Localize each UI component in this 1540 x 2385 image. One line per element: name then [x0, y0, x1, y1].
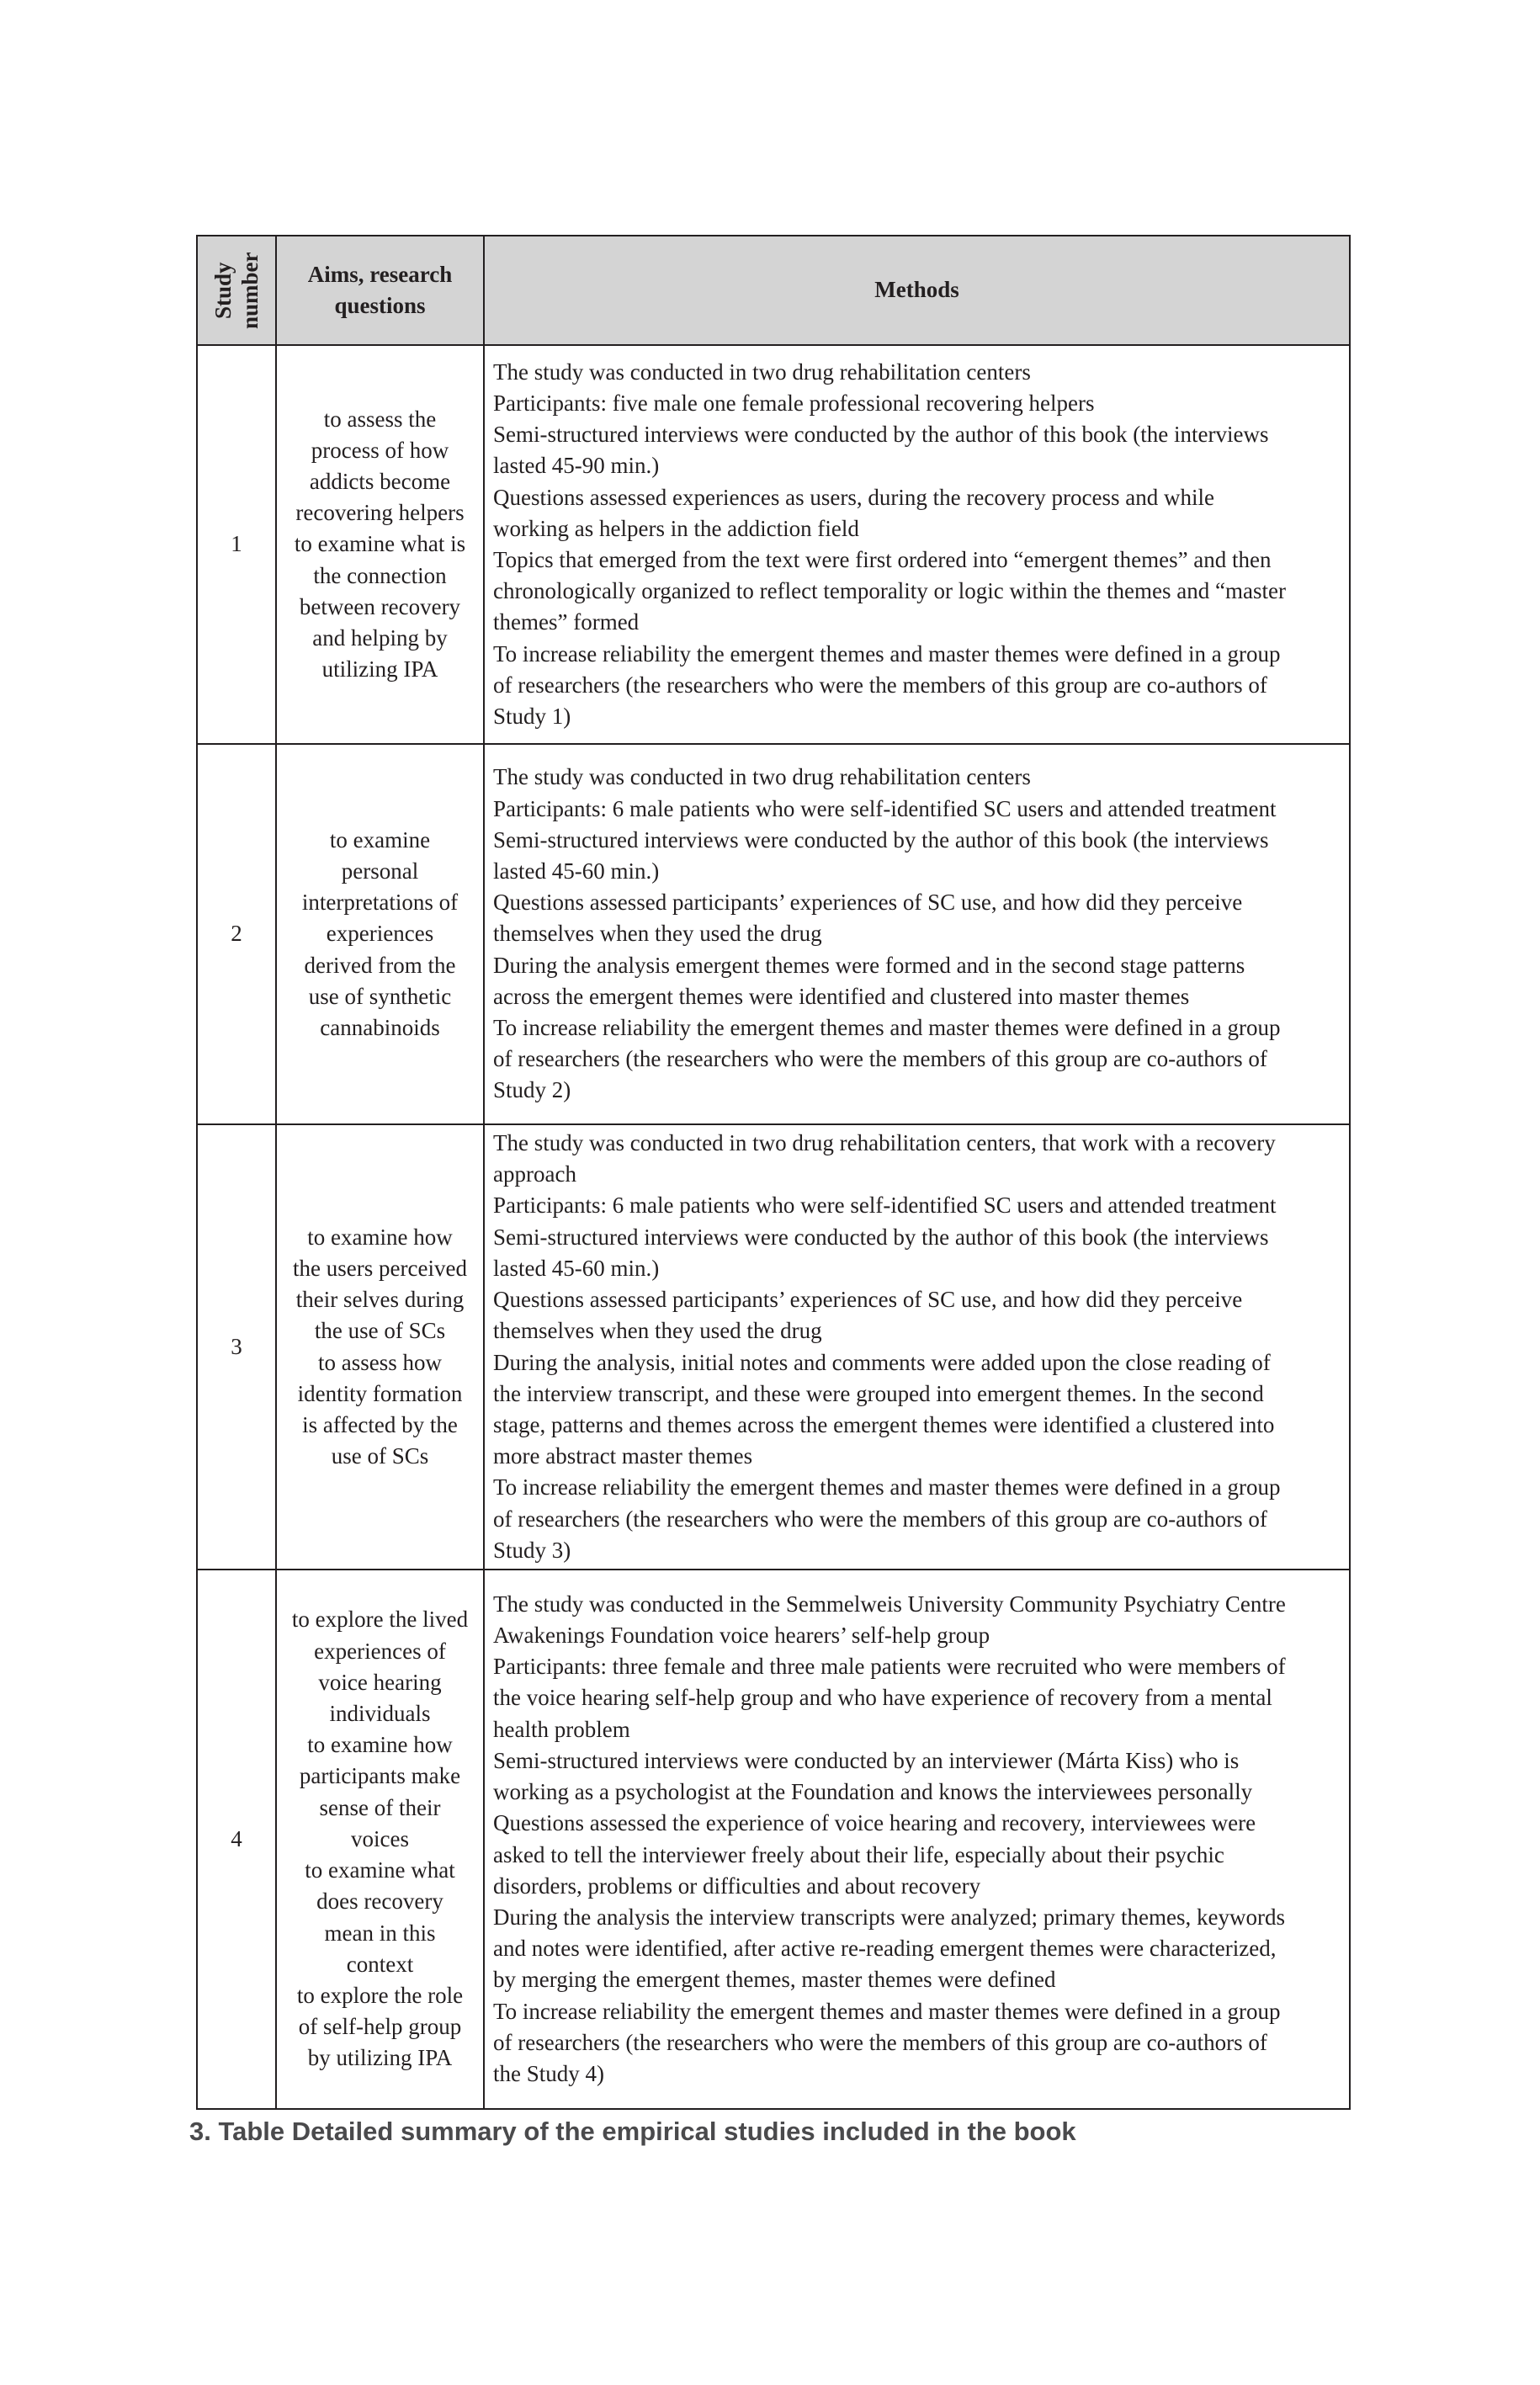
aims-cell [276, 744, 484, 1124]
methods-line: Awakenings Foundation voice hearers’ self-help group [493, 1623, 990, 1649]
methods-line: To increase reliability the emergent themes and master themes were defined in a group [493, 640, 1281, 667]
methods-line: Study 3) [493, 1537, 571, 1563]
methods-line: Topics that emerged from the text were first ordered into “emergent themes” and then [493, 547, 1272, 572]
methods-line: the voice hearing self-help group and who have experience of recovery from a mental [493, 1685, 1272, 1711]
aims-line: cannabinoids [320, 1015, 440, 1040]
methods-line: The study was conducted in the Semmelweis University Community Psychiatry Centre [493, 1591, 1286, 1617]
aims-line: context [346, 1951, 414, 1977]
aims-line: participants make [299, 1763, 461, 1789]
methods-line: themselves when they used the drug [493, 1318, 822, 1344]
aims-line: voice hearing [318, 1669, 442, 1695]
methods-line: disorders, problems or difficulties and about recovery [493, 1872, 981, 1899]
aims-line: mean in this [324, 1920, 436, 1946]
methods-line: by merging the emergent themes, master themes were defined [493, 1967, 1056, 1993]
aims-line: the connection [313, 562, 447, 588]
study-number-cell [197, 345, 276, 744]
aims-line: use of synthetic [308, 983, 452, 1009]
methods-line: Semi-structured interviews were conducted by the author of this book (the interviews [493, 1224, 1269, 1250]
methods-line: asked to tell the interviewer freely about their life, especially about their psychic [493, 1841, 1224, 1867]
methods-line: Participants: 6 male patients who were self-identified SC users and attended treatment [493, 795, 1277, 821]
methods-line: and notes were identified, after active re-reading emergent themes were characterized, [493, 1936, 1277, 1962]
aims-line: recovering helpers [295, 500, 465, 526]
methods-line: more abstract master themes [493, 1443, 753, 1469]
methods-line: Questions assessed experiences as users, during the recovery process and while [493, 484, 1214, 510]
aims-line: individuals [329, 1701, 431, 1727]
aims-line: to examine how [307, 1224, 453, 1250]
study-number-cell [197, 1570, 276, 2109]
aims-line: sense of their [319, 1794, 441, 1820]
methods-line: of researchers (the researchers who were the members of this group are co-authors of [493, 2029, 1267, 2055]
aims-line: and helping by [312, 625, 448, 651]
aims-cell [276, 345, 484, 744]
methods-line: Participants: 6 male patients who were self-identified SC users and attended treatment [493, 1192, 1277, 1219]
aims-line: between recovery [299, 593, 461, 619]
aims-line: personal [341, 858, 419, 884]
methods-line: Study 1) [493, 704, 571, 730]
aims-line: use of SCs [331, 1443, 429, 1469]
table-caption: 3. Table Detailed summary of the empirical studies included in the book [189, 2117, 1076, 2146]
methods-line: working as a psychologist at the Foundation and knows the interviewees personally [493, 1779, 1253, 1805]
methods-line: stage, patterns and themes across the emergent themes were identified a clustered into [493, 1411, 1275, 1437]
aims-line: to examine [329, 826, 431, 853]
table-row [197, 1570, 1350, 2109]
aims-line: process of how [311, 437, 449, 463]
header-aims [276, 236, 484, 345]
methods-line: During the analysis the interview transcripts were analyzed; primary themes, keywords [493, 1904, 1285, 1930]
header-methods [484, 236, 1350, 345]
study-number-cell [197, 1124, 276, 1570]
methods-line: Participants: five male one female professional recovering helpers [493, 390, 1095, 416]
methods-line: approach [493, 1161, 576, 1187]
table-header [197, 236, 1350, 345]
study-number: 1 [231, 531, 242, 557]
methods-cell [484, 1570, 1350, 2109]
aims-line: derived from the [304, 952, 456, 978]
study-number: 3 [231, 1333, 242, 1359]
table-row [197, 345, 1350, 744]
aims-line: to examine how [307, 1732, 453, 1758]
aims-line: voices [351, 1825, 409, 1851]
aims-line: to explore the lived [291, 1607, 469, 1633]
methods-line: working as helpers in the addiction field [493, 515, 859, 541]
methods-line: lasted 45-90 min.) [493, 453, 660, 479]
methods-line: To increase reliability the emergent themes and master themes were defined in a group [493, 1015, 1281, 1040]
aims-cell [276, 1570, 484, 2109]
methods-line: lasted 45-60 min.) [493, 858, 660, 884]
methods-line: Questions assessed participants’ experiences of SC use, and how did they perceive [493, 890, 1243, 916]
methods-cell [484, 744, 1350, 1124]
aims-line: the users perceived [293, 1255, 467, 1281]
aims-line: experiences [326, 921, 434, 947]
aims-line: their selves during [295, 1287, 465, 1313]
aims-line: utilizing IPA [321, 656, 438, 683]
header-aims-label: Aims, research questions [307, 261, 453, 318]
aims-line: interpretations of [301, 890, 459, 916]
table-body [197, 345, 1350, 2109]
methods-line: To increase reliability the emergent themes and master themes were defined in a group [493, 1474, 1281, 1501]
methods-line: Semi-structured interviews were conducted by an interviewer (Márta Kiss) who is [493, 1747, 1240, 1773]
header-study-number-label: Study number [210, 252, 263, 329]
methods-line: Participants: three female and three male patients were recruited who were members of [493, 1654, 1286, 1680]
methods-line: lasted 45-60 min.) [493, 1255, 660, 1281]
methods-line: During the analysis emergent themes were formed and in the second stage patterns [493, 952, 1245, 978]
aims-line: to examine what is [294, 531, 466, 557]
methods-line: The study was conducted in two drug rehabilitation centers [493, 764, 1031, 790]
studies-table-container [196, 235, 1349, 2110]
methods-cell [484, 345, 1350, 744]
header-methods-label: Methods [874, 277, 959, 303]
aims-line: does recovery [316, 1888, 443, 1915]
aims-line: to explore the role [296, 1982, 464, 2008]
aims-line: to assess the [323, 406, 437, 432]
methods-line: across the emergent themes were identified and clustered into master themes [493, 983, 1190, 1009]
aims-line: experiences of [314, 1638, 446, 1664]
methods-line: health problem [493, 1716, 630, 1742]
methods-line: themes” formed [493, 609, 640, 635]
methods-line: Study 2) [493, 1077, 571, 1103]
aims-line: by utilizing IPA [307, 2045, 453, 2071]
methods-line: Semi-structured interviews were conducted by the author of this book (the interviews [493, 826, 1269, 853]
aims-line: the use of SCs [314, 1318, 446, 1344]
methods-line: of researchers (the researchers who were the members of this group are co-authors of [493, 1506, 1267, 1532]
methods-line: During the analysis, initial notes and comments were added upon the close reading of [493, 1349, 1271, 1375]
header-study-number [197, 236, 276, 345]
aims-line: is affected by the [302, 1411, 458, 1437]
aims-line: identity formation [297, 1380, 463, 1406]
methods-line: themselves when they used the drug [493, 921, 822, 947]
aims-line: of self-help group [298, 2014, 462, 2040]
methods-line: The study was conducted in two drug rehabilitation centers, that work with a recovery [493, 1130, 1276, 1156]
table-row [197, 1124, 1350, 1570]
methods-line: the Study 4) [493, 2060, 604, 2086]
study-number-cell [197, 744, 276, 1124]
methods-line: Questions assessed the experience of voice hearing and recovery, interviewees were [493, 1810, 1256, 1836]
header-row [197, 236, 1350, 345]
aims-line: addicts become [309, 468, 451, 494]
aims-cell [276, 1124, 484, 1570]
methods-line: To increase reliability the emergent themes and master themes were defined in a group [493, 1998, 1281, 2024]
methods-line: the interview transcript, and these were grouped into emergent themes. In the second [493, 1380, 1264, 1406]
study-number: 4 [231, 1825, 242, 1851]
methods-line: of researchers (the researchers who were the members of this group are co-authors of [493, 672, 1267, 698]
methods-line: Semi-structured interviews were conducted by the author of this book (the interviews [493, 422, 1269, 448]
methods-cell [484, 1124, 1350, 1570]
table-row [197, 744, 1350, 1124]
methods-line: The study was conducted in two drug rehabilitation centers [493, 359, 1031, 385]
methods-line: Questions assessed participants’ experiences of SC use, and how did they perceive [493, 1287, 1243, 1313]
studies-table [196, 235, 1351, 2110]
aims-line: to examine what [305, 1857, 455, 1883]
study-number: 2 [231, 921, 242, 947]
aims-line: to assess how [318, 1349, 442, 1375]
methods-line: of researchers (the researchers who were the members of this group are co-authors of [493, 1046, 1267, 1072]
methods-line: chronologically organized to reflect temporality or logic within the themes and “master [493, 578, 1286, 604]
